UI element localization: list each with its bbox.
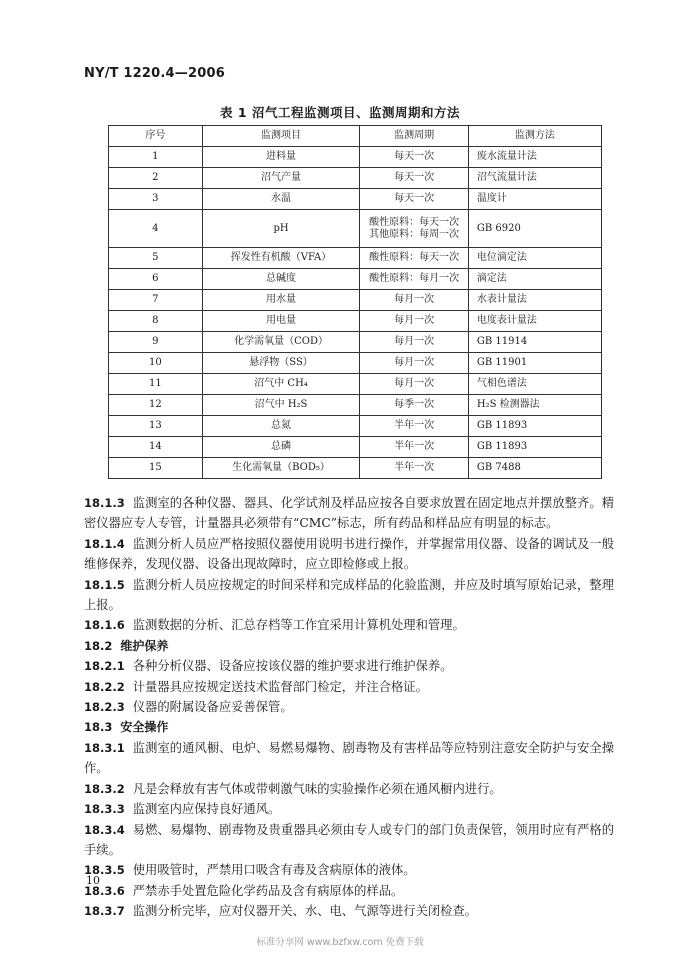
cell-no: 14 xyxy=(109,437,203,458)
cell-item: 水温 xyxy=(202,189,360,210)
cell-item: 沼气中 CH₄ xyxy=(202,374,360,395)
cell-period: 半年一次 xyxy=(360,416,468,437)
clause xyxy=(84,799,614,819)
clause xyxy=(84,493,614,534)
cell-method: 电度表计量法 xyxy=(468,311,601,332)
cell-period: 酸性原料：每天一次 xyxy=(360,248,468,269)
table-row xyxy=(109,248,602,269)
table-title: 表 1 沼气工程监测项目、监测周期和方法 xyxy=(220,105,460,120)
clause-number: 18.2.1 xyxy=(84,659,125,674)
clause-number: 18.3.1 xyxy=(84,740,125,755)
table-row xyxy=(109,210,602,248)
table-row xyxy=(109,374,602,395)
cell-period: 每天一次 xyxy=(360,189,468,210)
clause-text: 仪器的附属设备应妥善保管。 xyxy=(132,700,293,715)
clause-text: 计量器具应按规定送技术监督部门检定，并注合格证。 xyxy=(132,679,428,694)
cell-method: GB 7488 xyxy=(468,458,601,479)
cell-period: 酸性原料：每月一次 xyxy=(360,269,468,290)
cell-item: 悬浮物（SS） xyxy=(202,353,360,374)
cell-period: 每月一次 xyxy=(360,332,468,353)
cell-no: 10 xyxy=(109,353,203,374)
clause-text: 监测分析完毕，应对仪器开关、水、电、气源等进行关闭检查。 xyxy=(132,904,478,919)
column-header-no: 序号 xyxy=(109,126,203,147)
clause xyxy=(84,677,614,697)
table-row xyxy=(109,332,602,353)
column-header-period: 监测周期 xyxy=(360,126,468,147)
clause xyxy=(84,534,614,575)
clause-text: 凡是会释放有害气体或带刺激气味的实验操作必须在通风橱内进行。 xyxy=(132,781,502,796)
cell-method: GB 11893 xyxy=(468,437,601,458)
standard-code: NY/T 1220.4—2006 xyxy=(84,66,225,81)
cell-method: GB 11914 xyxy=(468,332,601,353)
cell-item: 用水量 xyxy=(202,290,360,311)
cell-no: 12 xyxy=(109,395,203,416)
clause xyxy=(84,575,614,616)
clause-number: 18.3.6 xyxy=(84,883,125,898)
clause-number: 18.2.3 xyxy=(84,700,125,715)
column-header-method: 监测方法 xyxy=(468,126,601,147)
cell-item: 沼气中 H₂S xyxy=(202,395,360,416)
cell-period-line: 酸性原料：每天一次 xyxy=(369,216,460,228)
cell-item: 总碱度 xyxy=(202,269,360,290)
cell-period: 每月一次 xyxy=(360,353,468,374)
cell-no: 4 xyxy=(109,210,203,248)
cell-method: 废水流量计法 xyxy=(468,147,601,168)
clause-number: 18.2.2 xyxy=(84,679,125,694)
cell-no: 1 xyxy=(109,147,203,168)
clause-number: 18.3.2 xyxy=(84,781,125,796)
table-row xyxy=(109,437,602,458)
clause xyxy=(84,656,614,676)
cell-period: 每天一次 xyxy=(360,168,468,189)
table-row xyxy=(109,458,602,479)
clause-text: 严禁赤手处置危险化学药品及含有病原体的样品。 xyxy=(132,883,404,898)
clause-text: 监测室的通风橱、电炉、易燃易爆物、剧毒物及有害样品等应特别注意安全防护与安全操作。 xyxy=(84,740,614,776)
clause-number: 18.2 xyxy=(84,638,113,653)
cell-item: pH xyxy=(202,210,360,248)
table-row xyxy=(109,353,602,374)
clause-number: 18.3.3 xyxy=(84,802,125,817)
cell-no: 9 xyxy=(109,332,203,353)
cell-item: 用电量 xyxy=(202,311,360,332)
cell-item: 总氮 xyxy=(202,416,360,437)
table-row xyxy=(109,168,602,189)
clause-text: 监测分析人员应严格按照仪器使用说明书进行操作，并掌握常用仪器、设备的调试及一般维修保养，发现仪器、设备出现故障时，应立即检修或上报。 xyxy=(84,536,614,572)
clause xyxy=(84,881,614,901)
section-heading xyxy=(84,717,614,737)
cell-item: 生化需氧量（BOD₅） xyxy=(202,458,360,479)
cell-method: H₂S 检测器法 xyxy=(468,395,601,416)
monitoring-table xyxy=(108,125,602,479)
body-text xyxy=(84,493,614,922)
cell-no: 2 xyxy=(109,168,203,189)
watermark: 标准分享网 www.bzfxw.com 免费下载 xyxy=(256,937,424,948)
cell-no: 6 xyxy=(109,269,203,290)
clause xyxy=(84,615,614,635)
clause-number: 18.1.3 xyxy=(84,496,125,510)
clause-number: 18.3.4 xyxy=(84,822,125,837)
clause xyxy=(84,860,614,880)
cell-period: 半年一次 xyxy=(360,458,468,479)
table-row xyxy=(109,395,602,416)
cell-item: 挥发性有机酸（VFA） xyxy=(202,248,360,269)
clause xyxy=(84,697,614,717)
table-row xyxy=(109,189,602,210)
cell-item: 化学需氧量（COD） xyxy=(202,332,360,353)
column-header-item: 监测项目 xyxy=(202,126,360,147)
section-heading-text: 维护保养 xyxy=(120,638,169,653)
cell-item: 沼气产量 xyxy=(202,168,360,189)
cell-period: 每月一次 xyxy=(360,374,468,395)
clause-number: 18.3 xyxy=(84,720,113,735)
clause-number: 18.1.4 xyxy=(84,536,125,551)
cell-method: 水表计量法 xyxy=(468,290,601,311)
section-heading-text: 安全操作 xyxy=(120,720,169,735)
clause-text: 易燃、易爆物、剧毒物及贵重器具必须由专人或专门的部门负责保管，领用时应有严格的手续。 xyxy=(84,822,614,857)
cell-period: 半年一次 xyxy=(360,437,468,458)
cell-item: 进料量 xyxy=(202,147,360,168)
table-header-row xyxy=(109,126,602,147)
clause xyxy=(84,738,614,779)
cell-method: GB 11893 xyxy=(468,416,601,437)
clause-text: 监测数据的分析、汇总存档等工作宜采用计算机处理和管理。 xyxy=(132,618,465,633)
cell-method: GB 11901 xyxy=(468,353,601,374)
table-row xyxy=(109,290,602,311)
cell-period: 每天一次 xyxy=(360,147,468,168)
clause xyxy=(84,779,614,799)
clause-number: 18.3.5 xyxy=(84,863,125,878)
clause-number: 18.3.7 xyxy=(84,904,125,919)
section-heading xyxy=(84,636,614,656)
cell-method: GB 6920 xyxy=(468,210,601,248)
page-number: 10 xyxy=(86,874,100,887)
cell-no: 11 xyxy=(109,374,203,395)
cell-period: 每月一次 xyxy=(360,311,468,332)
cell-no: 3 xyxy=(109,189,203,210)
clause-text: 使用吸管时，严禁用口吸含有毒及含病原体的液体。 xyxy=(132,863,416,878)
table-row xyxy=(109,311,602,332)
cell-no: 8 xyxy=(109,311,203,332)
cell-method: 电位滴定法 xyxy=(468,248,601,269)
clause xyxy=(84,820,614,861)
clause-text: 监测室内应保持良好通风。 xyxy=(132,802,281,817)
table-row xyxy=(109,269,602,290)
cell-no: 15 xyxy=(109,458,203,479)
clause-number: 18.1.6 xyxy=(84,618,125,633)
cell-period xyxy=(360,210,468,248)
cell-method: 沼气流量计法 xyxy=(468,168,601,189)
cell-item: 总磷 xyxy=(202,437,360,458)
clause xyxy=(84,901,614,921)
cell-no: 13 xyxy=(109,416,203,437)
cell-method: 气相色谱法 xyxy=(468,374,601,395)
cell-period: 每季一次 xyxy=(360,395,468,416)
clause-text: 监测室的各种仪器、器具、化学试剂及样品应按各自要求放置在固定地点并摆放整齐。精密仪器应专人专管，计量器具必须带有“CMC”标志，所有药品和样品应有明显的标志。 xyxy=(84,496,614,531)
cell-no: 7 xyxy=(109,290,203,311)
clause-number: 18.1.5 xyxy=(84,577,125,592)
cell-method: 温度计 xyxy=(468,189,601,210)
table-row xyxy=(109,416,602,437)
clause-text: 各种分析仪器、设备应按该仪器的维护要求进行维护保养。 xyxy=(132,659,453,674)
table-body xyxy=(109,147,602,479)
cell-method: 滴定法 xyxy=(468,269,601,290)
table-row xyxy=(109,147,602,168)
cell-period-line: 其他原料：每周一次 xyxy=(369,228,460,240)
cell-no: 5 xyxy=(109,248,203,269)
cell-period: 每月一次 xyxy=(360,290,468,311)
clause-text: 监测分析人员应按规定的时间采样和完成样品的化验监测，并应及时填写原始记录，整理上报。 xyxy=(84,577,614,613)
